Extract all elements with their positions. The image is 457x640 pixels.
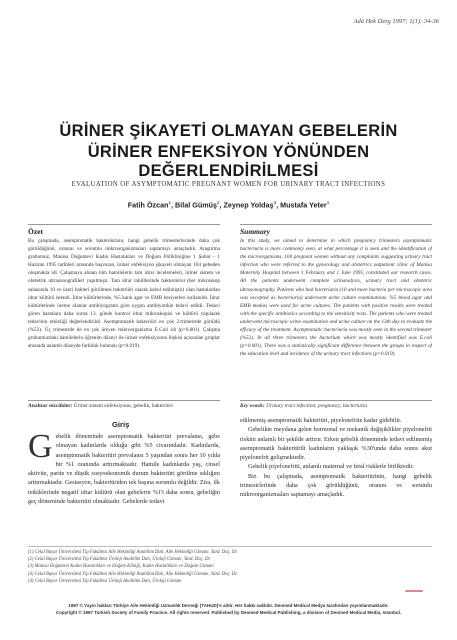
title-line-3: DEĞERLENDİRİLMESİ bbox=[138, 162, 319, 180]
author-name: Bilal Gümüş bbox=[175, 200, 217, 210]
keywords-label: Key words: bbox=[240, 403, 265, 409]
footnote: (1) Celal Bayar Üniversitesi Tıp Fakültesi Aile Hekimliği Anabilim Dalı, Aile Hekimliği Uzmanı, Yard. Doç. Dr. bbox=[28, 550, 238, 555]
author-affiliation: 1 bbox=[326, 200, 330, 205]
intro-left-column bbox=[28, 432, 220, 540]
intro-paragraph: ebelik döneminde asemptomatik bakteriüri prevalansı, gebe olmayan kadınlarda olduğu gibi %5 civarındadır. Kadınlarda, asemptomatik bakteriüri prevalansı 5 yaşından sonra her 10 yılda bir %1 oranında arttırmaktadır. Hamile kadınlarda yaş, cinsel aktivite, parite ve düşük sosyoekonomik durum bakteriüri görülme sıklığını arttırmaktadır. Gestasyon, bakteriüriden tek başına sorumlu değildir. Zira, ilk tetkiklerinde negatif idrar kültürü olan gebelerin %1'i daha sonra, gebeliğin geç döneminde bakteriüri olmaktadır. Gebelerde tedavi bbox=[28, 433, 220, 506]
author-affiliation: 2 bbox=[216, 200, 220, 205]
intro-paragraph: edilmemiş asemptomatik bakteriüri, piyelonefrite kadar gidebilir. bbox=[240, 417, 402, 424]
summary-text: In this study, we aimed to determine in which pregnancy trimesters asymptomatic bacteriuria is more commonly seen, at what percentage it is seen and the identification of the microorganisms. 104 pregnant women without any complaints suggesting urinary tract infection who were referred to the gynecology and obstetrics outpatient clinic of Manisa Maternity Hospital between 1 February and 1 June 1995, constituted our research cases. All the patients underwent complete urinanalysis, urinary tract and obstetric ultrasonography. Patients who had bacteriuria (10 and more bacteria per microscopic area was accepted as bacteriuria) underwent urine culture examinations. %5 blood agar and EMB medias were used for urine cultures. The patients with positive results were treated with the specific antibiotics according to the sensitivity tests. The patients who were treated underwent microscopic urine examination and urine culture on the 13th day to evaluate the efficacy of the treatment. Asymptomatic bacteriuria was mostly seen in the second trimester (%52). In all three trimesters the bacterium which was mostly identified was E.coli (p=0.001). There was a statistically significant difference between the groups in respect of the education level and incidence of the urinary tract infections (p=0.019). bbox=[240, 238, 432, 358]
ozet-bottom-rule bbox=[28, 400, 220, 401]
title-line-1: ÜRİNER ŞİKAYETİ OLMAYAN GEBELERİN bbox=[59, 122, 398, 140]
copyright-line-en: Copyright © 1997 Turkish Society of Family Practice. All rights reserved. Published by Deomed Medical Publishing, a division of Deomed Medical Media, Istanbul. bbox=[55, 610, 402, 615]
copyright bbox=[14, 602, 443, 616]
intro-right-column bbox=[240, 416, 432, 542]
author-affiliation: 3 bbox=[273, 200, 277, 205]
keywords-value: Üriner sistem enfeksiyonu, gebelik, bakteriüri bbox=[73, 403, 173, 409]
summary-bottom-rule bbox=[240, 400, 432, 401]
author-name: Mustafa Yeter bbox=[280, 200, 327, 210]
footnote: (3) Manisa Doğumevi Kadın Hastalıkları ve Doğum Kliniği, Kadın Hastalıkları ve Doğum Uzmanı bbox=[28, 564, 214, 570]
intro-paragraph: Gebelik piyelonefriti, anlamlı maternal ve fetal risklerle birliktedir. bbox=[248, 463, 414, 471]
author-list: Fatih Özcan$^1$, Bilal Gümüş$^2$, Zeynep Yoldaş$^3$, Mustafa Yeter$^1$ bbox=[127, 200, 330, 210]
journal-reference: Adü Hek Derg 1997; 1(1): 34-36 bbox=[353, 18, 439, 25]
ozet-keywords bbox=[28, 403, 220, 409]
footnote-rule bbox=[28, 546, 432, 547]
drop-cap: G bbox=[28, 432, 53, 465]
intro-heading: Giriş bbox=[112, 420, 130, 429]
summary-top-rule bbox=[240, 224, 432, 225]
footnotes bbox=[28, 549, 432, 585]
subtitle: EVALUATION OF ASYMPTOMATIC PREGNANT WOMEN FOR URINARY TRACT INFECTIONS bbox=[71, 181, 386, 188]
footnote: (4) Celal Bayar Üniversitesi Tıp Fakültesi Aile Hekimliği Anabilim Dalı, Aile Hekimliği Uzmanı, Yard. Doç. Dr. bbox=[28, 571, 238, 577]
intro-paragraph: Biz bu çalışmada, asemptomatik bakteriürinin, hangi gebelik trimestrlerinde daha çok görüldüğünü, oranını ve sorumlu mikroorganizmaları saptamayı amaçladık. bbox=[240, 472, 432, 499]
summary-keywords bbox=[240, 403, 432, 409]
summary-heading: Summary bbox=[240, 227, 271, 236]
ozet-top-rule bbox=[28, 224, 220, 225]
footnote: (4) Celal Bayar Üniversitesi Tıp Fakültesi Üroloji Anabilim Dalı, Üroloji Uzmanı bbox=[28, 578, 182, 584]
keywords-value: Urinary tract infection, pregnancy, bacteriuria bbox=[266, 403, 368, 409]
title-line-2: ÜRİNER ENFEKSİYON YÖNÜNDEN bbox=[87, 143, 370, 161]
author-affiliation: 1 bbox=[168, 200, 172, 205]
keywords-label: Anahtar sözcükler: bbox=[28, 403, 73, 409]
ozet-text: Bu çalışmada, asemptomatik bakteriürinin, hangi gebelik trimesterlerinde daha çok görüldüğünü, oranını ve sorumlu mikroorganizmaları saptamayı amaçladık. Araştırma grubumuz, Manisa Doğumevi Kadın Hastalıkları ve Doğum Polikliniğine 1 Şubat - 1 Haziran 1995 tarihleri arasında başvuran, üriner enfeksiyon şikayeti olmayan 104 gebeden oluşmakta idi. Çalışmaya alınan tüm hamilelerin tam idrar incelemeleri, üriner sistem ve obstetrik ultrasonografileri yapılmıştı. Tam idrar tahlillerinde bakteriürisi (her mikroskop sahasında 10 ve üzeri bakteri görülmesi bakteriüri olarak kabul edilmiştir) olan hastalardan idrar kültürü istendi. İdrar kültürlerinde, %5 kanlı agar ve EMB besiyerleri kullanıldı. İdrar kültürlerinde üreme olanlar antibiyogramı göre uygun antibiyotikle tedavi edildi. Tedavi gören hastalara daha sonra 13. günde kontrol idrar mikroskopisi ve kültürü yapılarak tedavinin etkinliği değerlendirildi. Asemptomatik bakteriüri en çok 2.trimestrde görüldü (%52). Üç trimestrde de en çok üreyen mikroorganizma E.Coli idi (p=0.001). Çalışma grubumuzdaki hamilelerin öğrenim düzeyi ile üriner enfeksiyonun ilişkisi açısından gruplar arasında anlamlı düzeyde farklılık bulundu (p=0.019). bbox=[28, 238, 220, 350]
copyright-line-tr: 1997 © Yayın hakları Türkiye Aile Hekimliği Uzmanlık Derneği (TAHUD)'e aittir. Her hakkı saklıdır. Deomed Medical Medya tarafından yayımlanmaktadır. bbox=[68, 603, 389, 608]
author-name: Zeynep Yoldaş bbox=[223, 200, 274, 210]
page-marker bbox=[405, 590, 423, 592]
ozet-heading: Özet bbox=[28, 227, 43, 236]
intro-paragraph: Gebelikte meydana gelen hormonal ve mekanik değişiklikler piyelonefrit riskini anlamlı bir şekilde arttırır. Erken gebelik döneminde tedavi edilmemiş asemptomatik bakteriürili kadınların yaklaşık %30'unda daha sonra akut piyelonefrit gelişmektedir. bbox=[240, 426, 432, 462]
author-name: Fatih Özcan bbox=[127, 200, 169, 210]
footnote: (2) Celal Bayar Üniversitesi Tıp Fakültesi Üroloji Anabilim Dalı, Üroloji Uzmanı, Yard. Doç. Dr. bbox=[28, 557, 211, 563]
